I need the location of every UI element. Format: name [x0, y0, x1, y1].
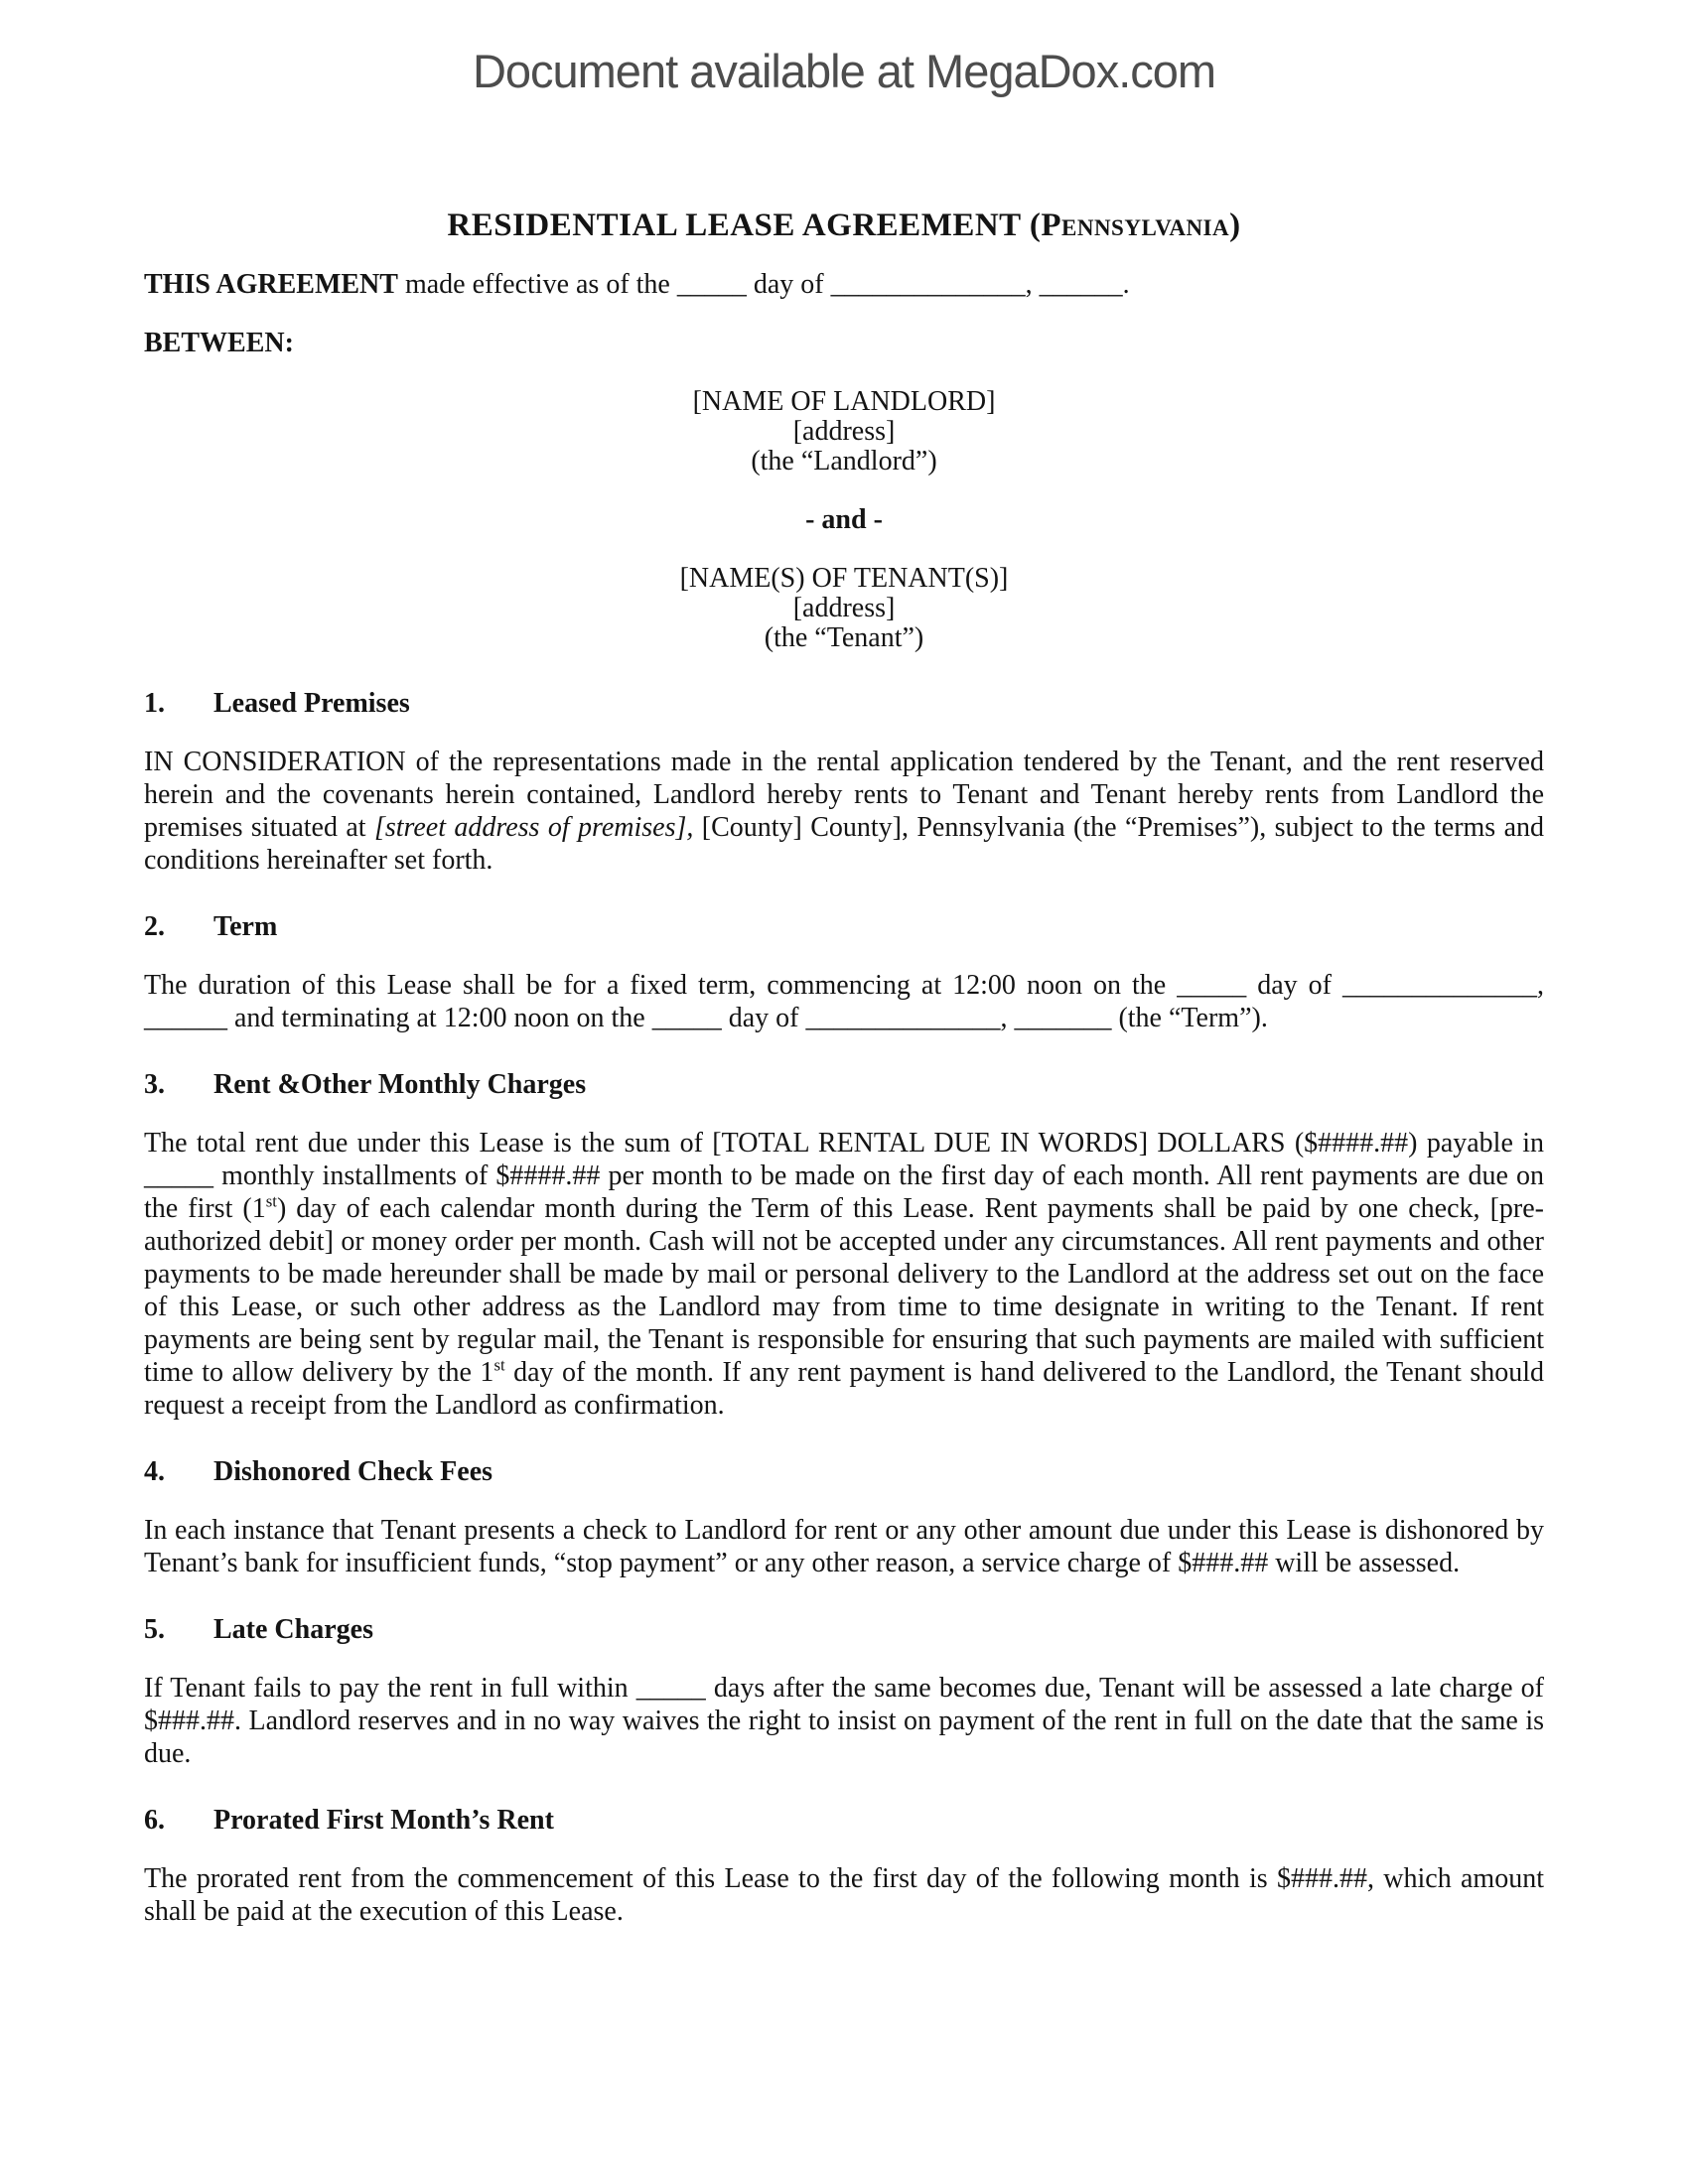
section-number: 6. — [144, 1805, 165, 1836]
paragraph-text: ) day of each calendar month during the Term of this Lease. Rent payments shall be paid by one check, [pre-authorized debit] or money order per month. Cash will not be accepted under any circumstances. All rent payments and other payments to be made hereunder shall be made by mail or personal delivery to the Landlord at the address set out on the face of this Lease, or such other address as the Landlord may from time to time designate in writing to the Tenant. If rent payments are being sent by regular mail, the Tenant is responsible for ensuring that such payments are mailed with sufficient time to allow delivery by the 1 — [144, 1193, 1544, 1388]
section-paragraph: The duration of this Lease shall be for a fixed term, commencing at 12:00 noon on the _____ day of ______________, ______ and terminating at 12:00 noon on the _____ day of ______________, _______ (the “Term”). — [144, 970, 1544, 1033]
section-number: 3. — [144, 1069, 165, 1100]
document-content — [144, 209, 1544, 1928]
watermark-banner: Document available at MegaDox.com — [472, 45, 1216, 97]
section-3-rent-and-other-monthly-charges — [144, 1068, 1544, 1422]
section-number: 4. — [144, 1456, 165, 1487]
section-paragraph: If Tenant fails to pay the rent in full within _____ days after the same becomes due, Tenant will be assessed a late charge of $###.##. Landlord reserves and in no way waives the right to insist on payment of the rent in full on the date that the same is due. — [144, 1673, 1544, 1769]
section-title: Dishonored Check Fees — [213, 1456, 493, 1487]
section-title: Term — [213, 911, 278, 942]
tenant-name: [NAME(S) OF TENANT(S)] — [679, 563, 1009, 594]
section-2-term — [144, 910, 1544, 1034]
landlord-designation: (the “Landlord”) — [751, 446, 937, 477]
section-number: 2. — [144, 911, 165, 942]
section-heading — [144, 1455, 1544, 1488]
section-paragraph: In each instance that Tenant presents a check to Landlord for rent or any other amount due under this Lease is dishonored by Tenant’s bank for insufficient funds, “stop payment” or any other reason, a service charge of $###.## will be assessed. — [144, 1515, 1544, 1578]
title-state: Pennsylvania — [1041, 207, 1230, 243]
section-6-prorated-first-months-rent — [144, 1804, 1544, 1928]
intro-paragraph — [144, 268, 1544, 301]
paragraph-text: The total rent due under this Lease is the sum of [TOTAL RENTAL DUE IN WORDS] DOLLARS ($####.##) payable in _____ monthly installments of $####.## per month to be made on the first day of each month. All rent payments are due on the first (1 — [144, 1128, 1544, 1224]
tenant-block — [144, 564, 1544, 653]
ordinal-superscript: st — [493, 1355, 505, 1375]
title-main: RESIDENTIAL LEASE AGREEMENT ( — [447, 207, 1042, 243]
section-paragraph — [144, 746, 1544, 877]
section-heading — [144, 910, 1544, 943]
intro-rest: made effective as of the _____ day of ______________, ______. — [397, 269, 1130, 300]
document-title — [144, 209, 1544, 242]
paragraph-text: day of the month. If any rent payment is hand delivered to the Landlord, the Tenant should request a receipt from the Landlord as confirmation. — [144, 1357, 1544, 1421]
title-close: ) — [1229, 207, 1241, 243]
ordinal-superscript: st — [265, 1191, 277, 1211]
street-address-placeholder: [street address of premises], — [373, 812, 694, 843]
section-4-dishonored-check-fees — [144, 1455, 1544, 1579]
section-title: Prorated First Month’s Rent — [213, 1805, 554, 1836]
section-heading — [144, 1613, 1544, 1646]
section-paragraph: The prorated rent from the commencement of this Lease to the first day of the following month is $###.##, which amount shall be paid at the execution of this Lease. — [144, 1863, 1544, 1927]
section-number: 1. — [144, 688, 165, 719]
landlord-block — [144, 387, 1544, 477]
section-paragraph — [144, 1127, 1544, 1422]
tenant-address: [address] — [792, 593, 896, 623]
section-title: Rent &Other Monthly Charges — [213, 1069, 587, 1100]
landlord-address: [address] — [792, 416, 896, 447]
section-heading — [144, 687, 1544, 720]
intro-lead: THIS AGREEMENT — [144, 269, 398, 300]
landlord-name: [NAME OF LANDLORD] — [692, 386, 996, 417]
section-heading — [144, 1068, 1544, 1101]
parties-separator: - and - — [805, 504, 883, 535]
section-title: Late Charges — [213, 1614, 373, 1645]
section-title: Leased Premises — [213, 688, 410, 719]
section-5-late-charges — [144, 1613, 1544, 1770]
between-label: BETWEEN: — [144, 328, 294, 358]
paragraph-text: [County] County], Pennsylvania (the “Premises”), subject to the terms and conditions hereinafter set forth. — [144, 812, 1544, 876]
paragraph-text: IN CONSIDERATION of the representations made in the rental application tendered by the Tenant, and the rent reserved herein and the covenants herein contained, Landlord hereby rents to Tenant and Tenant hereby rents from Landlord the premises situated at — [144, 747, 1544, 843]
section-heading — [144, 1804, 1544, 1837]
tenant-designation: (the “Tenant”) — [764, 622, 924, 653]
section-number: 5. — [144, 1614, 165, 1645]
section-1-leased-premises — [144, 687, 1544, 877]
